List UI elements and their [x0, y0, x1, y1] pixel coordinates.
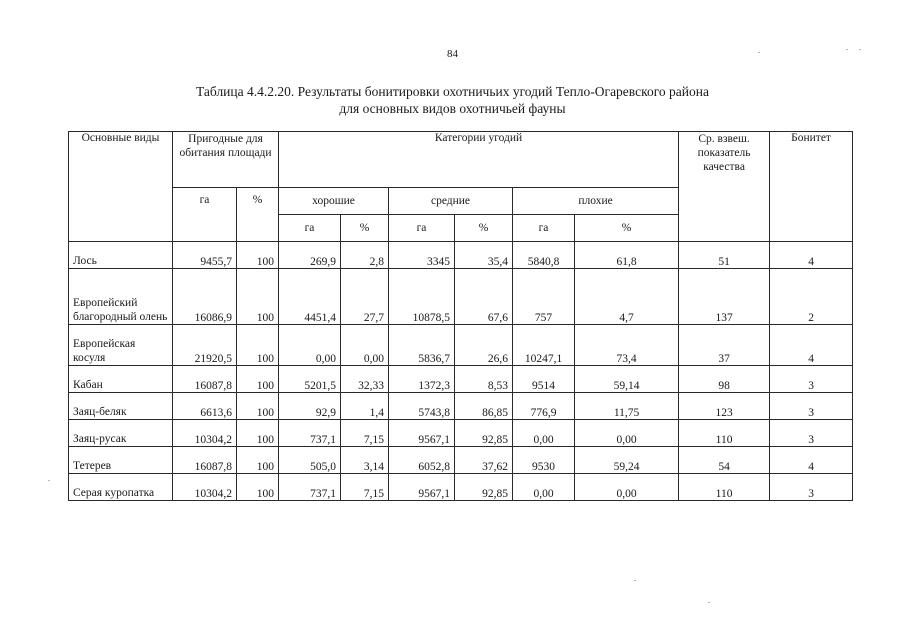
medium-pct-cell: 8,53 [455, 366, 513, 393]
weighted-cell: 110 [679, 474, 770, 501]
poor-ha-cell: 0,00 [513, 420, 575, 447]
good-ha-cell: 505,0 [279, 447, 341, 474]
weighted-cell: 98 [679, 366, 770, 393]
header-poor-ha: га [513, 215, 575, 242]
species-name: Заяц-беляк [69, 393, 173, 420]
header-bonitet: Бонитет [770, 132, 853, 242]
poor-pct-cell: 73,4 [575, 325, 679, 366]
species-name: Лось [69, 242, 173, 269]
medium-pct-cell: 86,85 [455, 393, 513, 420]
table-row [69, 474, 853, 501]
area-pct-cell: 100 [237, 474, 279, 501]
caption-line-1: Таблица 4.4.2.20. Результаты бонитировки охотничьих угодий Тепло-Огаревского района [196, 84, 709, 99]
species-name: Серая куропатка [69, 474, 173, 501]
area-ha-cell: 10304,2 [173, 420, 237, 447]
header-medium: средние [389, 188, 513, 215]
poor-ha-cell: 9530 [513, 447, 575, 474]
good-pct-cell: 32,33 [341, 366, 389, 393]
poor-ha-cell: 9514 [513, 366, 575, 393]
species-name: Европейская косуля [69, 325, 173, 366]
weighted-cell: 110 [679, 420, 770, 447]
header-good-ha: га [279, 215, 341, 242]
area-pct-cell: 100 [237, 393, 279, 420]
scan-speck [859, 49, 861, 50]
medium-ha-cell: 5743,8 [389, 393, 455, 420]
poor-ha-cell: 0,00 [513, 474, 575, 501]
bonitet-cell: 4 [770, 242, 853, 269]
species-name: Заяц-русак [69, 420, 173, 447]
header-area-pct: % [237, 188, 279, 242]
poor-ha-cell: 776,9 [513, 393, 575, 420]
good-ha-cell: 4451,4 [279, 269, 341, 325]
header-good-pct: % [341, 215, 389, 242]
header-weighted-quality: Ср. взвеш. показатель качества [679, 132, 770, 242]
bonitet-cell: 4 [770, 447, 853, 474]
weighted-cell: 37 [679, 325, 770, 366]
poor-ha-cell: 10247,1 [513, 325, 575, 366]
medium-ha-cell: 1372,3 [389, 366, 455, 393]
good-pct-cell: 1,4 [341, 393, 389, 420]
medium-ha-cell: 3345 [389, 242, 455, 269]
table-row [69, 325, 853, 366]
poor-pct-cell: 0,00 [575, 420, 679, 447]
bonitet-cell: 3 [770, 474, 853, 501]
scan-speck [708, 602, 710, 603]
header-medium-ha: га [389, 215, 455, 242]
medium-ha-cell: 5836,7 [389, 325, 455, 366]
scan-speck [758, 52, 760, 53]
bonitet-cell: 3 [770, 366, 853, 393]
medium-ha-cell: 10878,5 [389, 269, 455, 325]
poor-pct-cell: 4,7 [575, 269, 679, 325]
scan-speck [846, 49, 848, 50]
good-pct-cell: 7,15 [341, 420, 389, 447]
area-pct-cell: 100 [237, 366, 279, 393]
good-pct-cell: 0,00 [341, 325, 389, 366]
scan-speck [48, 480, 50, 481]
table-row [69, 393, 853, 420]
good-ha-cell: 92,9 [279, 393, 341, 420]
species-name: Кабан [69, 366, 173, 393]
weighted-cell: 54 [679, 447, 770, 474]
medium-pct-cell: 26,6 [455, 325, 513, 366]
header-area-ha: га [173, 188, 237, 242]
medium-pct-cell: 92,85 [455, 420, 513, 447]
bonitet-cell: 3 [770, 420, 853, 447]
weighted-cell: 51 [679, 242, 770, 269]
good-ha-cell: 269,9 [279, 242, 341, 269]
table-caption [0, 83, 905, 117]
header-poor-pct: % [575, 215, 679, 242]
table-body [69, 242, 853, 501]
area-ha-cell: 9455,7 [173, 242, 237, 269]
table-row [69, 447, 853, 474]
good-ha-cell: 0,00 [279, 325, 341, 366]
poor-pct-cell: 59,24 [575, 447, 679, 474]
weighted-cell: 137 [679, 269, 770, 325]
table-row [69, 242, 853, 269]
area-ha-cell: 16087,8 [173, 447, 237, 474]
area-pct-cell: 100 [237, 420, 279, 447]
medium-ha-cell: 9567,1 [389, 474, 455, 501]
area-pct-cell: 100 [237, 325, 279, 366]
poor-pct-cell: 59,14 [575, 366, 679, 393]
table-row [69, 420, 853, 447]
table-row [69, 366, 853, 393]
bonitet-cell: 3 [770, 393, 853, 420]
page-number: 84 [447, 48, 458, 60]
bonitet-cell: 2 [770, 269, 853, 325]
weighted-cell: 123 [679, 393, 770, 420]
table-row [69, 269, 853, 325]
poor-ha-cell: 5840,8 [513, 242, 575, 269]
bonitet-table [68, 131, 853, 501]
good-ha-cell: 5201,5 [279, 366, 341, 393]
area-pct-cell: 100 [237, 447, 279, 474]
area-ha-cell: 16087,8 [173, 366, 237, 393]
header-suitable-area: Пригодные для обитания площади [173, 132, 279, 188]
header-poor: плохие [513, 188, 679, 215]
header-categories: Категории угодий [279, 132, 679, 188]
species-name: Тетерев [69, 447, 173, 474]
area-pct-cell: 100 [237, 269, 279, 325]
poor-pct-cell: 61,8 [575, 242, 679, 269]
scan-speck [634, 580, 636, 581]
area-ha-cell: 16086,9 [173, 269, 237, 325]
good-pct-cell: 7,15 [341, 474, 389, 501]
header-medium-pct: % [455, 215, 513, 242]
good-ha-cell: 737,1 [279, 420, 341, 447]
poor-ha-cell: 757 [513, 269, 575, 325]
medium-pct-cell: 37,62 [455, 447, 513, 474]
caption-line-2: для основных видов охотничьей фауны [339, 101, 566, 116]
table-header [69, 132, 853, 242]
medium-pct-cell: 35,4 [455, 242, 513, 269]
header-species: Основные виды [69, 132, 173, 242]
area-ha-cell: 10304,2 [173, 474, 237, 501]
good-pct-cell: 2,8 [341, 242, 389, 269]
poor-pct-cell: 0,00 [575, 474, 679, 501]
good-ha-cell: 737,1 [279, 474, 341, 501]
bonitet-cell: 4 [770, 325, 853, 366]
area-ha-cell: 21920,5 [173, 325, 237, 366]
species-name: Европейский благородный олень [69, 269, 173, 325]
medium-pct-cell: 92,85 [455, 474, 513, 501]
area-ha-cell: 6613,6 [173, 393, 237, 420]
good-pct-cell: 3,14 [341, 447, 389, 474]
medium-ha-cell: 9567,1 [389, 420, 455, 447]
good-pct-cell: 27,7 [341, 269, 389, 325]
header-good: хорошие [279, 188, 389, 215]
medium-ha-cell: 6052,8 [389, 447, 455, 474]
poor-pct-cell: 11,75 [575, 393, 679, 420]
area-pct-cell: 100 [237, 242, 279, 269]
medium-pct-cell: 67,6 [455, 269, 513, 325]
